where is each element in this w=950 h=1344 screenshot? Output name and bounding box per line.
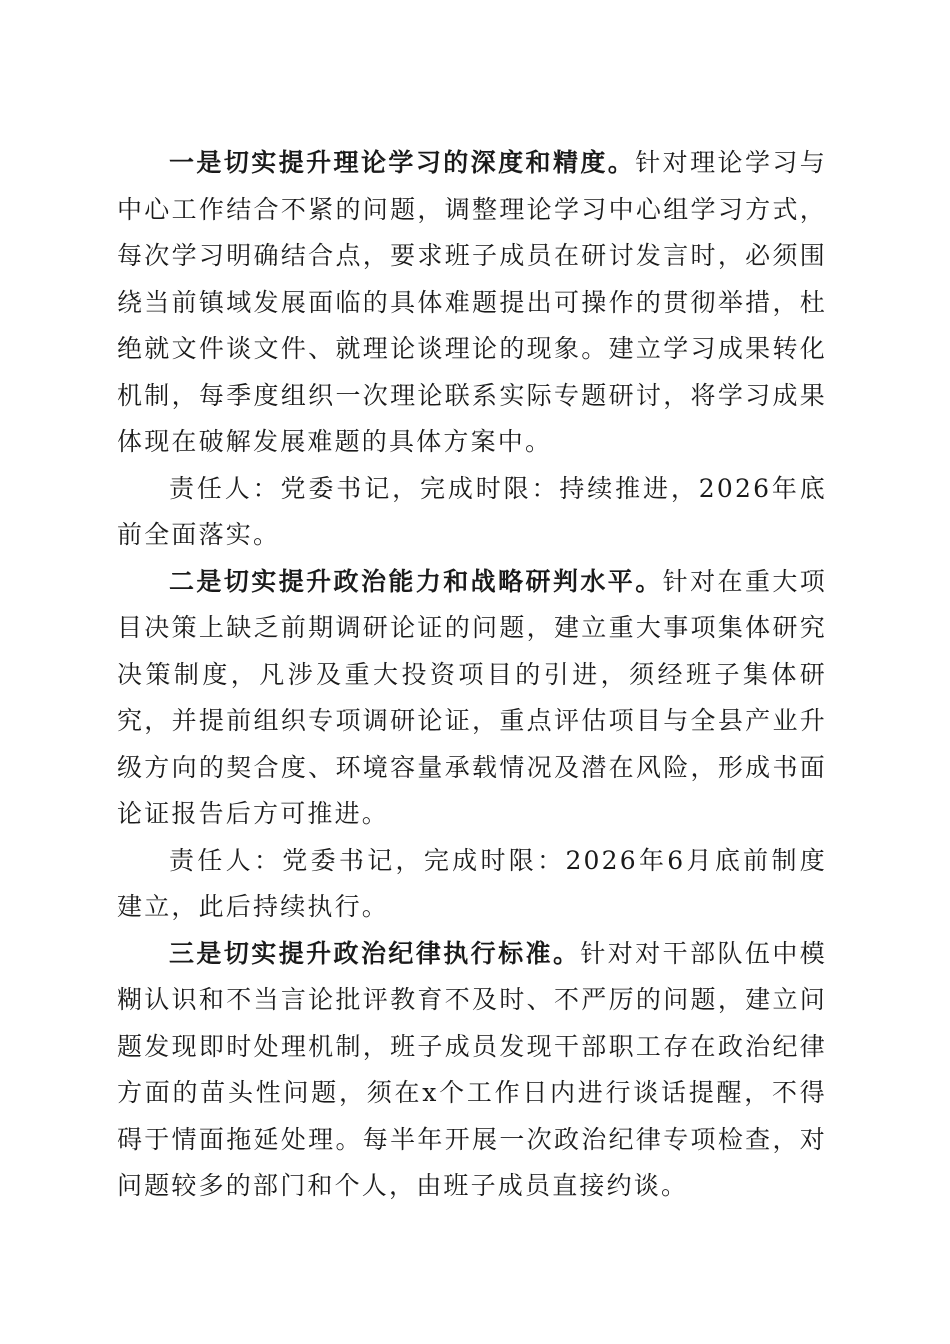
section-heading-3: 三是切实提升政治纪律执行标准。 xyxy=(169,938,581,968)
section-paragraph-3 xyxy=(117,931,827,1210)
section-body-2: 针对在重大项目决策上缺乏前期调研论证的问题，建立重大事项集体研究决策制度，凡涉及重大投资项目的引进，须经班子集体研究，并提前组织专项调研论证，重点评估项目与全县产业升级方向的契合度、环境容量承载情况及潜在风险，形成书面论证报告后方可推进。 xyxy=(117,566,828,828)
responsibility-line-1: 责任人：党委书记，完成时限：持续推进，2026年底前全面落实。 xyxy=(117,473,827,549)
section-body-3: 针对对干部队伍中模糊认识和不当言论批评教育不及时、不严厉的问题，建立问题发现即时处理机制，班子成员发现干部职工存在政治纪律方面的苗头性问题，须在x个工作日内进行谈话提醒，不得碍于情面拖延处理。每半年开展一次政治纪律专项检查，对问题较多的部门和个人，由班子成员直接约谈。 xyxy=(117,938,827,1200)
section-heading-2: 二是切实提升政治能力和战略研判水平。 xyxy=(169,566,663,596)
section-paragraph-1 xyxy=(117,140,827,466)
section-body-1: 针对理论学习与中心工作结合不紧的问题，调整理论学习中心组学习方式，每次学习明确结合点，要求班子成员在研讨发言时，必须围绕当前镇域发展面临的具体难题提出可操作的贯彻举措，杜绝就文件谈文件、就理论谈理论的现象。建立学习成果转化机制，每季度组织一次理论联系实际专题研讨，将学习成果体现在破解发展难题的具体方案中。 xyxy=(117,148,828,456)
responsibility-line-2: 责任人：党委书记，完成时限：2026年6月底前制度建立，此后持续执行。 xyxy=(117,845,827,921)
section-heading-1: 一是切实提升理论学习的深度和精度。 xyxy=(169,148,636,177)
section-paragraph-2 xyxy=(117,559,827,838)
document-body xyxy=(117,140,827,1210)
